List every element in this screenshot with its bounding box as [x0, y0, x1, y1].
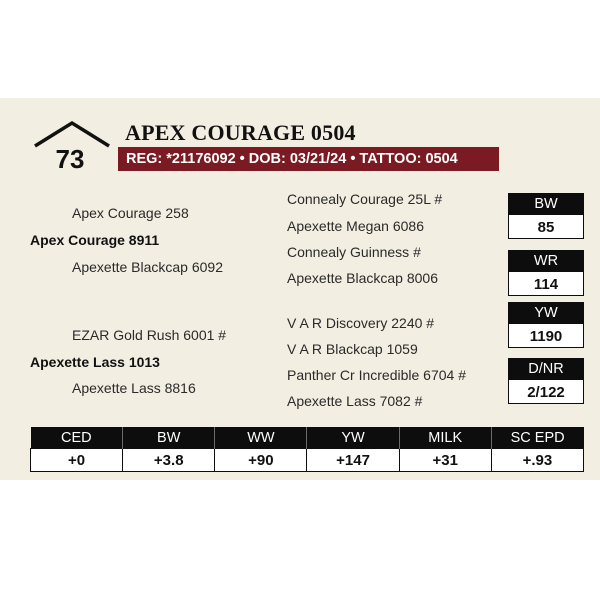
stat-label: BW — [508, 193, 584, 215]
stat-label: WR — [508, 250, 584, 272]
epd-value-sc: +.93 — [491, 449, 583, 472]
stat-label: YW — [508, 302, 584, 324]
epd-value-row — [31, 449, 584, 472]
pedigree-sire-dam: Apexette Blackcap 6092 — [72, 259, 223, 275]
stat-box-yw — [508, 302, 584, 348]
epd-header-ced: CED — [31, 427, 123, 449]
epd-value-bw: +3.8 — [123, 449, 215, 472]
stat-box-bw — [508, 193, 584, 239]
stat-box-wr — [508, 250, 584, 296]
stat-box-dnr — [508, 358, 584, 404]
stat-value: 85 — [508, 215, 584, 239]
pedigree-dam-sire: EZAR Gold Rush 6001 # — [72, 327, 227, 343]
epd-value-ced: +0 — [31, 449, 123, 472]
pedigree-gp-8: Apexette Lass 7082 # — [287, 393, 423, 409]
pedigree-gp-3: Connealy Guinness # — [287, 244, 421, 260]
pedigree-gp-1: Connealy Courage 25L # — [287, 191, 443, 207]
epd-header-ww: WW — [215, 427, 307, 449]
epd-value-milk: +31 — [399, 449, 491, 472]
pedigree-gp-6: V A R Blackcap 1059 — [287, 341, 418, 357]
registration-bar: REG: *21176092 • DOB: 03/21/24 • TATTOO: 0504 — [118, 147, 499, 171]
epd-header-yw: YW — [307, 427, 399, 449]
stat-value: 1190 — [508, 324, 584, 348]
epd-header-milk: MILK — [399, 427, 491, 449]
pedigree-sire: Apex Courage 8911 — [30, 232, 160, 248]
pedigree-dam: Apexette Lass 1013 — [30, 354, 160, 370]
pedigree-sire-sire: Apex Courage 258 — [72, 205, 189, 221]
animal-name: APEX COURAGE 0504 — [125, 120, 356, 145]
stat-label: D/NR — [508, 358, 584, 380]
epd-header-bw: BW — [123, 427, 215, 449]
stat-value: 2/122 — [508, 380, 584, 404]
epd-value-yw: +147 — [307, 449, 399, 472]
pedigree-gp-4: Apexette Blackcap 8006 — [287, 270, 438, 286]
pedigree-gp-7: Panther Cr Incredible 6704 # — [287, 367, 466, 383]
epd-header-row — [31, 427, 584, 449]
epd-header-sc: SC EPD — [491, 427, 583, 449]
epd-table — [30, 427, 584, 472]
epd-value-ww: +90 — [215, 449, 307, 472]
lot-number: 73 — [55, 144, 85, 174]
pedigree-gp-2: Apexette Megan 6086 — [287, 218, 424, 234]
stat-value: 114 — [508, 272, 584, 296]
pedigree-dam-dam: Apexette Lass 8816 — [72, 380, 196, 396]
pedigree-gp-5: V A R Discovery 2240 # — [287, 315, 435, 331]
